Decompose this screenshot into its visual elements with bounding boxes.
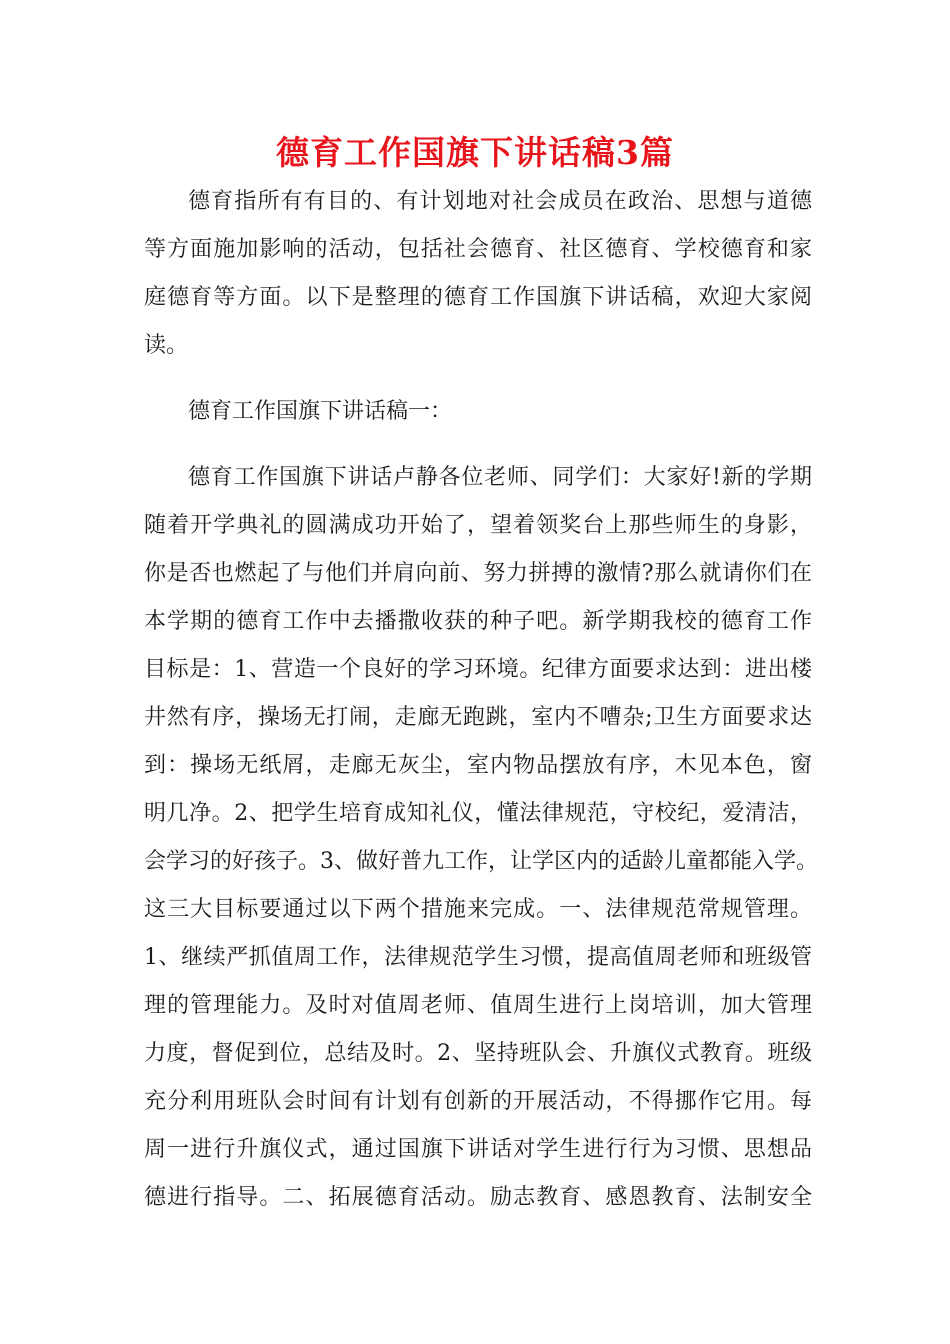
text-line: 这三大目标要通过以下两个措施来完成。一、法律规范常规管理。 xyxy=(144,897,812,922)
document-body xyxy=(144,178,818,1222)
text-line: 到：操场无纸屑，走廊无灰尘，室内物品摆放有序，木见本色，窗 xyxy=(144,753,812,778)
document-title: 德育工作国旗下讲话稿3篇 xyxy=(276,133,674,172)
text-line: 读。 xyxy=(144,333,189,358)
text-line: 明几净。2、把学生培育成知礼仪，懂法律规范，守校纪，爱清洁， xyxy=(144,801,812,826)
text-line: 德进行指导。二、拓展德育活动。励志教育、感恩教育、法制安全 xyxy=(144,1185,812,1210)
text-line: 德育工作国旗下讲话卢静各位老师、同学们：大家好!新的学期 xyxy=(188,465,812,490)
text-line: 随着开学典礼的圆满成功开始了，望着领奖台上那些师生的身影， xyxy=(144,513,812,538)
text-line: 力度，督促到位，总结及时。2、坚持班队会、升旗仪式教育。班级 xyxy=(144,1041,812,1066)
text-line: 充分利用班队会时间有计划有创新的开展活动，不得挪作它用。每 xyxy=(144,1089,812,1114)
paragraph-intro xyxy=(144,178,812,370)
text-line: 庭德育等方面。以下是整理的德育工作国旗下讲话稿，欢迎大家阅 xyxy=(144,285,812,310)
text-line: 目标是：1、营造一个良好的学习环境。纪律方面要求达到：进出楼 xyxy=(144,657,812,682)
text-line: 井然有序，操场无打闹，走廊无跑跳，室内不嘈杂;卫生方面要求达 xyxy=(144,705,812,730)
paragraph-speech xyxy=(144,454,818,1222)
text-line: 会学习的好孩子。3、做好普九工作，让学区内的适龄儿童都能入学。 xyxy=(144,849,818,874)
text-line: 理的管理能力。及时对值周老师、值周生进行上岗培训，加大管理 xyxy=(144,993,812,1018)
text-line: 等方面施加影响的活动，包括社会德育、社区德育、学校德育和家 xyxy=(144,237,812,262)
paragraph-gap xyxy=(144,436,812,454)
text-line: 你是否也燃起了与他们并肩向前、努力拼搏的激情?那么就请你们在 xyxy=(144,561,812,586)
section-heading: 德育工作国旗下讲话稿一： xyxy=(188,399,453,424)
text-line: 1、继续严抓值周工作，法律规范学生习惯，提高值周老师和班级管 xyxy=(144,945,812,970)
text-line: 本学期的德育工作中去播撒收获的种子吧。新学期我校的德育工作 xyxy=(144,609,812,634)
text-line: 周一进行升旗仪式，通过国旗下讲话对学生进行行为习惯、思想品 xyxy=(144,1137,812,1162)
text-line: 德育指所有有目的、有计划地对社会成员在政治、思想与道德 xyxy=(188,189,812,214)
paragraph-heading-one xyxy=(144,388,812,436)
paragraph-gap xyxy=(144,370,812,388)
